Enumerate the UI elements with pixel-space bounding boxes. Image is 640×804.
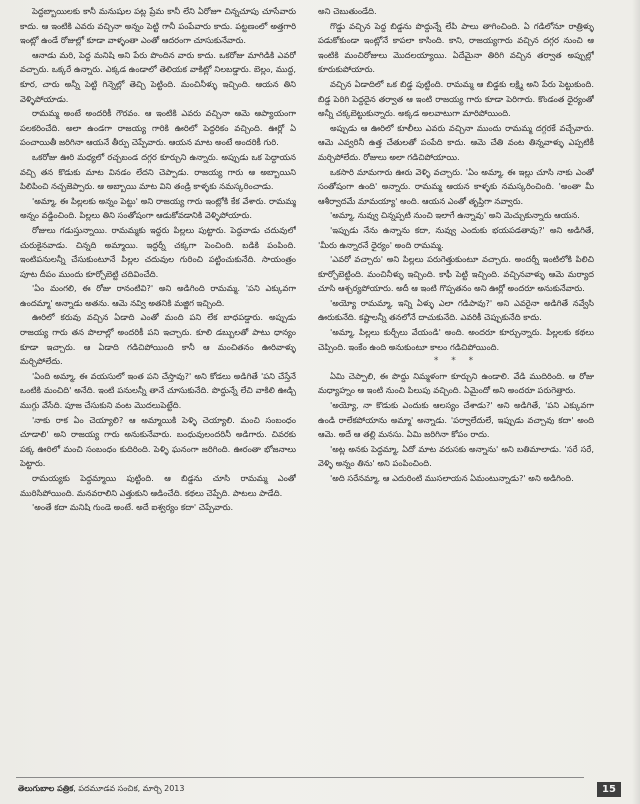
left-paragraph-3: రామమ్మ అంటే అందరికీ గౌరవం. ఆ ఇంటికి ఎవరు వచ్చినా ఆమె ఆప్యాయంగా పలకరించేది. అలా ఉండగా రాజయ్య గారికి ఊరిలో పెద్దరికం వచ్చింది. ఊర్లో ఏ పంచాయితీ జరిగినా ఆయనే తీర్పు చెప్పేవారు. ఆయన మాట అంటే అందరికీ గురి. bbox=[20, 108, 296, 148]
left-paragraph-12: 'అంతే కదా మనిషి గుండె అంటే. అదే ఐశ్వర్యం కదా' చెప్పేవారు. bbox=[32, 502, 234, 513]
footer-section: పదమూడవ సంచిక bbox=[78, 784, 138, 793]
right-paragraph-7: 'ఇప్పుడు నేను ఉన్నాను కదా, నువ్వు ఎందుకు భయపడతావు?' అని అడిగితే, 'మీరు ఉన్నారనే ధైర్యం' అంది రామమ్మ. bbox=[318, 224, 594, 250]
left-paragraph-5: 'అమ్మా, ఈ పిల్లలకు అన్నం పెట్టు' అని రాజయ్య గారు ఇంట్లోకి కేక వేశారు. రామమ్మ అన్నం వడ్డించింది. పిల్లలు తిని సంతోషంగా ఆడుకోవడానికి వెళ్ళిపోయారు. bbox=[20, 195, 296, 221]
right-paragraph-6: 'అమ్మా, నువ్వు చిన్నప్పటి నుంచి ఇలాగే ఉన్నావు' అని మెచ్చుకున్నారు ఆయన. bbox=[330, 210, 580, 221]
page-footer: తెలుగుబాల పత్రిక, పదమూడవ సంచిక, మార్చి 2013 bbox=[18, 784, 185, 793]
left-paragraph-7: 'ఏం మంగలి, ఈ రోజు రానంటివి?' అని అడిగింది రామమ్మ. 'పని ఎక్కువగా ఉందమ్మా' అన్నాడు అతను. ఆమె నవ్వి అతనికి మజ్జిగ ఇచ్చింది. bbox=[20, 283, 296, 308]
right-paragraph-1: అని చెబుతుండేది. bbox=[318, 6, 377, 16]
left-paragraph-11: రామయ్యకు పెద్దమ్మాయి పుట్టింది. ఆ బిడ్డను చూసి రామమ్మ ఎంతో మురిసిపోయింది. మనవరాలిని ఎత్తుకుని ఆడించేది. కథలు చెప్పేది. పాటలు పాడేది. bbox=[20, 473, 296, 498]
right-paragraph-3: వచ్చిన ఏడాదిలో ఒక బిడ్డ పుట్టింది. రామమ్మ ఆ బిడ్డకు లక్ష్మి అని పేరు పెట్టుకుంది. బిడ్డ పెరిగి పెద్దదైన తర్వాత ఆ ఇంటి రాజయ్య గారు కూడా పెరిగారు. కొండంత ధైర్యంతో అన్నీ చక్కబెట్టుకున్నారు. అక్కడ అలవాటుగా మారిపోయింది. bbox=[318, 78, 594, 119]
right-paragraph-9: 'అయ్యో రామమ్మా, ఇన్ని ఏళ్ళు ఎలా గడిపావు?' అని ఎవరైనా అడిగితే నవ్వేసి ఊరుకునేది. కష్టాలన్నీ తనలోనే దాచుకునేది. ఎవరికీ చెప్పుకునేది కాదు. bbox=[318, 297, 594, 323]
left-paragraph-2: ఆనాడు మరి, పెద్ద మనిషి అని పేరు పొందిన వారు కాదు. ఒకరోజు మాగిడికి ఎవరో వచ్చారు. ఒక్కరే ఉన్నారు. ఎక్కడ ఉండాలో తెలియక వాకిట్లో నిలబడ్డారు. బెల్లం, ముద్ద, కూర, చారు అన్నీ పెట్టి గిన్నెల్లో తెచ్చి పెట్టింది. మంచినీళ్ళు ఇచ్చింది. ఆయన తిని వెళ్ళిపోయాడు. bbox=[20, 49, 296, 104]
article-left-column bbox=[20, 4, 296, 766]
right-paragraph-13: 'అట్ల అనకు పెద్దమ్మా, ఏదో మాట వరుసకు అన్నాను' అని బతిమాలాడు. 'సరే సరే, వెళ్ళి అన్నం తిను' అని పంపించింది. bbox=[318, 443, 594, 469]
section-divider-stars: * * * bbox=[433, 356, 479, 367]
left-paragraph-10: 'నాకు రాక ఏం చెయ్యాలి? ఆ అమ్మాయికి పెళ్ళి చెయ్యాలి. మంచి సంబంధం చూడాలి' అని రాజయ్య గారు అనుకునేవారు. బంధువులందరినీ అడిగారు. చివరకు పక్క ఊరిలో మంచి సంబంధం కుదిరింది. పెళ్ళి ఘనంగా జరిగింది. ఊరంతా భోజనాలు పెట్టారు. bbox=[20, 414, 296, 469]
right-paragraph-2: గొడ్డు వచ్చిన పెద్ద బిడ్డను పొద్దున్నే లేపి పాలు తాగించింది. ఏ గడిలోనూ రాత్రిళ్ళు పడుకోకుండా ఇంట్లోనే కాపలా కాసింది. కాని, రాజయ్యగారు వచ్చిన దగ్గర నుంచి ఆ ఇంటికి మంచిరోజులు మొదలయ్యాయి. ఏదేమైనా తిరిగి వచ్చిన తర్వాత అప్పుల్లో కూరుకుపోయారు. bbox=[318, 20, 594, 75]
article-right-column bbox=[318, 4, 594, 766]
left-paragraph-1: పెద్దబ్బాయిలకు కానీ మనుషుల పట్ల ప్రేమ కానీ లేని ఏరోజూ చిన్నచూపు చూసేవారు కాదు. ఆ ఇంటికి ఎవరు వచ్చినా అన్నం పెట్టి గానీ పంపేవారు కాదు. పట్టణంలో అత్తగారి ఇంట్లో ఉండే రోజుల్లో కూడా వాళ్ళంతా ఎంతో ఆదరంగా చూసుకునేవారు. bbox=[20, 6, 296, 46]
right-paragraph-4: అప్పుడు ఆ ఊరిలో కూలీలు ఎవరు వచ్చినా ముందు రామమ్మ దగ్గరకే వచ్చేవారు. ఆమె ఎవ్వరినీ ఉత్త చేతులతో పంపేది కాదు. ఆమె చేతి వంట తిన్నవాళ్ళు ఎప్పటికీ మర్చిపోలేదు. రోజులు అలా గడిచిపోయాయి. bbox=[318, 122, 594, 162]
right-paragraph-10: 'అమ్మా, పిల్లలు కుర్చీలు వేయండి' అంది. అందరూ కూర్చున్నారు. పిల్లలకు కథలు చెప్పింది. ఇంకేం ఉంది అనుకుంటూ కాలం గడిచిపోయింది. bbox=[318, 327, 594, 352]
page-edge-shadow bbox=[632, 0, 640, 804]
left-paragraph-6: రోజులు గడుస్తున్నాయి. రామమ్మకు ఇద్దరు పిల్లలు పుట్టారు. పెద్దవాడు చదువులో చురుకైనవాడు. చిన్నది అమ్మాయి. ఇద్దర్నీ చక్కగా పెంచింది. బడికి పంపింది. ఇంటిపనులన్నీ చేసుకుంటూనే పిల్లల చదువుల గురించి పట్టించుకునేది. సాయంత్రం పూట దీపం ముందు కూర్చోబెట్టి చదివించేది. bbox=[20, 224, 296, 279]
left-paragraph-9: 'ఏంది అమ్మా, ఈ వయసులో ఇంత పని చేస్తావు?' అని కోడలు అడిగితే 'పని చేస్తేనే ఒంటికి మంచిది' అనేది. ఇంటి పనులన్నీ తానే చూసుకునేది. పొద్దున్నే లేచి వాకిలి ఊడ్చి ముగ్గు వేసేది. పూజ చేసుకుని వంట మొదలుపెట్టేది. bbox=[20, 370, 296, 411]
left-paragraph-8: ఊరిలో కరువు వచ్చిన ఏడాది ఎంతో మంది పని లేక బాధపడ్డారు. అప్పుడు రాజయ్య గారు తన పొలాల్లో అందరికీ పని ఇచ్చారు. కూలి డబ్బులతో పాటు ధాన్యం కూడా ఇచ్చారు. ఆ ఏడాది గడిచిపోయింది కానీ ఆ మంచితనం ఊరివాళ్ళు మర్చిపోలేదు. bbox=[20, 312, 296, 367]
footer-publication: తెలుగుబాల పత్రిక bbox=[18, 784, 74, 793]
right-paragraph-12: 'అయ్యో, నా కొడుకు ఎందుకు ఆలస్యం చేశాడు?' అని అడిగితే, 'పని ఎక్కువగా ఉండి రాలేకపోయాను అమ్మా' అన్నాడు. 'పర్వాలేదులే, ఇప్పుడు వచ్చావు కదా' అంది ఆమె. అదే ఆ తల్లి మనసు. ఏమి జరిగినా కోపం రాదు. bbox=[318, 400, 594, 440]
right-paragraph-5: ఒకసారి మామగారు ఊరు వెళ్ళి వచ్చారు. 'ఏం అమ్మా, ఈ ఇల్లు చూసి నాకు ఎంతో సంతోషంగా ఉంది' అన్నారు. రామమ్మ ఆయన కాళ్ళకు నమస్కరించింది. 'అంతా మీ ఆశీర్వాదమే మామయ్యా' అంది. ఆయన ఎంతో తృప్తిగా నవ్వారు. bbox=[318, 166, 594, 206]
right-paragraph-11: ఏమి చెప్పాలి, ఈ పొద్దు నిమ్మళంగా కూర్చుని ఉండాలి. వేడి ముదిరింది. ఆ రోజు మధ్యాహ్నం ఆ ఇంటి నుంచి పిలుపు వచ్చింది. ఏమైందో అని అందరూ పరుగెత్తారు. bbox=[318, 370, 594, 396]
page-number: 15 bbox=[597, 782, 621, 797]
right-paragraph-8: 'ఎవరో వచ్చారు' అని పిల్లలు పరుగెత్తుకుంటూ వచ్చారు. అందర్నీ ఇంటిలోకి పిలిచి కూర్చోబెట్టింది. మంచినీళ్ళు ఇచ్చింది. కాఫీ పెట్టి ఇచ్చింది. వచ్చినవాళ్ళు ఆమె మర్యాద చూసి ఆశ్చర్యపోయారు. అదీ ఆ ఇంటి గొప్పతనం అని ఊర్లో అందరూ అనుకునేవారు. bbox=[318, 254, 594, 294]
footer-date: మార్చి 2013 bbox=[142, 784, 185, 793]
left-paragraph-4: ఒకరోజు ఊరి మధ్యలో రచ్చబండ దగ్గర కూర్చుని ఉన్నారు. అప్పుడు ఒక పెద్దాయన వచ్చి తన కొడుకు మాట వినడం లేదని చెప్పాడు. రాజయ్య గారు ఆ అబ్బాయిని పిలిపించి నచ్చజెప్పారు. ఆ అబ్బాయి మాట విని తండ్రి కాళ్ళకు నమస్కరించాడు. bbox=[20, 151, 296, 192]
right-paragraph-14: 'అది సరేనమ్మా, ఆ ఎదురింటి ముసలాయన ఏమంటున్నాడు?' అని అడిగింది. bbox=[330, 473, 574, 483]
footer-divider bbox=[16, 777, 584, 778]
